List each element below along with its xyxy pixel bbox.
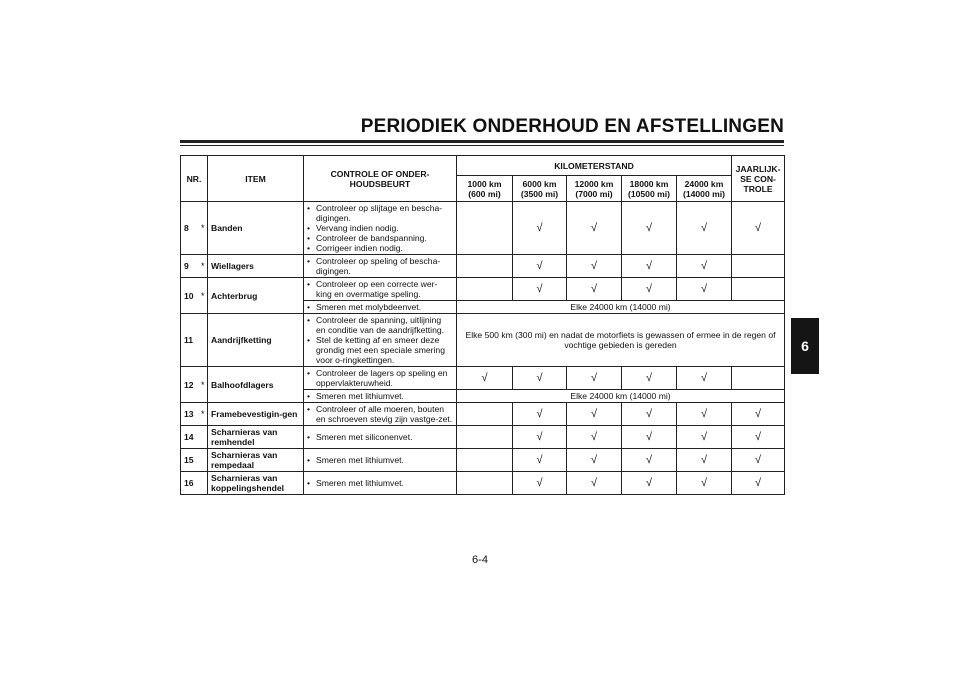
interval-mark: √ [622,403,677,426]
row-star: * [199,278,208,314]
row-number: 14 [181,426,199,449]
interval-mark: √ [513,202,567,255]
check-item: • Smeren met siliconenvet. [307,432,453,442]
interval-mark: √ [622,202,677,255]
page-number: 6-4 [472,554,488,566]
check-list [307,368,453,388]
check-item: • Controleer de lagers op speling en oppervlakteruwheid. [307,368,453,388]
interval-mark: √ [567,255,622,278]
interval-mark: √ [677,255,732,278]
row-number: 13 [181,403,199,426]
table-row [181,449,785,472]
interval-mark: √ [567,472,622,495]
check-item: • Controleer de bandspanning. [307,233,453,243]
row-check [304,426,457,449]
interval-mark: √ [567,202,622,255]
interval-mark: √ [677,472,732,495]
check-item: • Controleer op speling of bescha-digingen. [307,256,453,276]
row-number: 10 [181,278,199,314]
check-item: • Smeren met lithiumvet. [307,455,453,465]
page-title: PERIODIEK ONDERHOUD EN AFSTELLINGEN [360,116,784,137]
check-item: • Stel de ketting af en smeer deze grondig met een speciale smering voor o-ringkettingen. [307,335,453,365]
interval-mi: (600 mi) [468,188,501,199]
interval-mark: √ [513,426,567,449]
interval-km: 24000 km [684,178,724,189]
header-nr: NR. [181,156,208,202]
row-check [304,449,457,472]
interval-mark: √ [732,202,785,255]
row-number: 16 [181,472,199,495]
check-list [307,279,453,299]
title-rule [180,140,784,146]
row-check [304,367,457,390]
check-list [307,315,453,365]
row-check [304,255,457,278]
interval-mark: √ [513,255,567,278]
interval-mark [457,449,513,472]
interval-mark: √ [677,449,732,472]
check-item: • Corrigeer indien nodig. [307,243,453,253]
check-item: • Controleer of alle moeren, bouten en schroeven stevig zijn vastge-zet. [307,404,453,424]
header-interval [677,176,732,202]
table-row [181,472,785,495]
check-list [307,455,453,465]
interval-mark: √ [567,367,622,390]
row-item: Aandrijfketting [208,314,304,367]
header-interval [622,176,677,202]
header-interval [457,176,513,202]
row-number: 15 [181,449,199,472]
row-check [304,278,457,301]
interval-mi: (14000 mi) [682,188,726,199]
interval-mark: √ [513,449,567,472]
interval-mark: √ [457,367,513,390]
row-item: Balhoofdlagers [208,367,304,403]
row-star: * [199,255,208,278]
row-star: * [199,403,208,426]
row-star [199,426,208,449]
interval-mark: √ [732,403,785,426]
interval-mark: √ [677,403,732,426]
interval-km: 18000 km [629,178,669,189]
interval-mark: √ [567,426,622,449]
row-star [199,314,208,367]
check-list [307,404,453,424]
header-check: CONTROLE OF ONDER-HOUDSBEURT [304,156,457,202]
interval-mark [457,426,513,449]
check-item: • Smeren met lithiumvet. [307,391,453,401]
table-row [181,314,785,367]
row-number: 11 [181,314,199,367]
interval-mark [457,202,513,255]
interval-mark: √ [677,367,732,390]
interval-mark [732,278,785,301]
interval-mark: √ [677,202,732,255]
row-star [199,472,208,495]
row-check [304,314,457,367]
interval-mark [457,278,513,301]
interval-mark: √ [622,367,677,390]
interval-note: Elke 24000 km (14000 mi) [457,390,785,403]
row-star [199,449,208,472]
interval-km: 1000 km [467,178,502,189]
interval-mark: √ [622,426,677,449]
row-item: Scharnieras van remhendel [208,426,304,449]
interval-mark: √ [732,426,785,449]
table-row [181,278,785,301]
row-star: * [199,367,208,403]
row-item: Scharnieras van rempedaal [208,449,304,472]
check-list [307,391,453,401]
interval-mark: √ [677,426,732,449]
check-list [307,203,453,253]
table-row [181,367,785,390]
check-list [307,432,453,442]
row-item: Banden [208,202,304,255]
interval-note: Elke 24000 km (14000 mi) [457,301,785,314]
row-check [304,390,457,403]
interval-mark [457,403,513,426]
check-list [307,302,453,312]
interval-mark: √ [567,278,622,301]
row-number: 9 [181,255,199,278]
interval-note: Elke 500 km (300 mi) en nadat de motorfiets is gewassen of ermee in de regen of vochtige gebieden is gereden [457,314,785,367]
check-item: • Smeren met molybdeenvet. [307,302,453,312]
interval-mark: √ [732,472,785,495]
check-item: • Vervang indien nodig. [307,223,453,233]
header-odometer: KILOMETERSTAND [457,156,732,176]
interval-mark: √ [567,449,622,472]
interval-mark [457,255,513,278]
maintenance-table [180,155,785,495]
row-check [304,301,457,314]
row-check [304,403,457,426]
interval-mark: √ [513,472,567,495]
row-number: 8 [181,202,199,255]
row-item: Framebevestigin-gen [208,403,304,426]
interval-mark: √ [622,449,677,472]
interval-mark: √ [513,367,567,390]
table-row [181,403,785,426]
check-item: • Controleer op slijtage en bescha-digingen. [307,203,453,223]
check-list [307,478,453,488]
check-item: • Controleer de spanning, uitlijning en conditie van de aandrijfketting. [307,315,453,335]
interval-mi: (10500 mi) [627,188,671,199]
row-item: Scharnieras van koppelingshendel [208,472,304,495]
interval-mark: √ [513,278,567,301]
row-check [304,202,457,255]
check-item: • Controleer op een correcte wer-king en overmatige speling. [307,279,453,299]
interval-mark: √ [622,255,677,278]
row-item: Wiellagers [208,255,304,278]
interval-mark [457,472,513,495]
interval-km: 12000 km [574,178,614,189]
table-row [181,426,785,449]
interval-mark: √ [732,449,785,472]
interval-mark: √ [677,278,732,301]
interval-mark [732,367,785,390]
header-item: ITEM [208,156,304,202]
table-row [181,202,785,255]
interval-mark: √ [513,403,567,426]
interval-mark: √ [567,403,622,426]
interval-mark [732,255,785,278]
interval-mi: (3500 mi) [520,188,559,199]
section-tab: 6 [791,318,819,374]
row-item: Achterbrug [208,278,304,314]
interval-mark: √ [622,472,677,495]
table-row [181,255,785,278]
interval-mark: √ [622,278,677,301]
interval-mi: (7000 mi) [575,188,613,199]
row-check [304,472,457,495]
header-interval [513,176,567,202]
row-number: 12 [181,367,199,403]
header-annual: JAARLIJK-SE CON-TROLE [732,156,785,202]
row-star: * [199,202,208,255]
check-list [307,256,453,276]
header-interval [567,176,622,202]
check-item: • Smeren met lithiumvet. [307,478,453,488]
interval-km: 6000 km [522,178,557,189]
